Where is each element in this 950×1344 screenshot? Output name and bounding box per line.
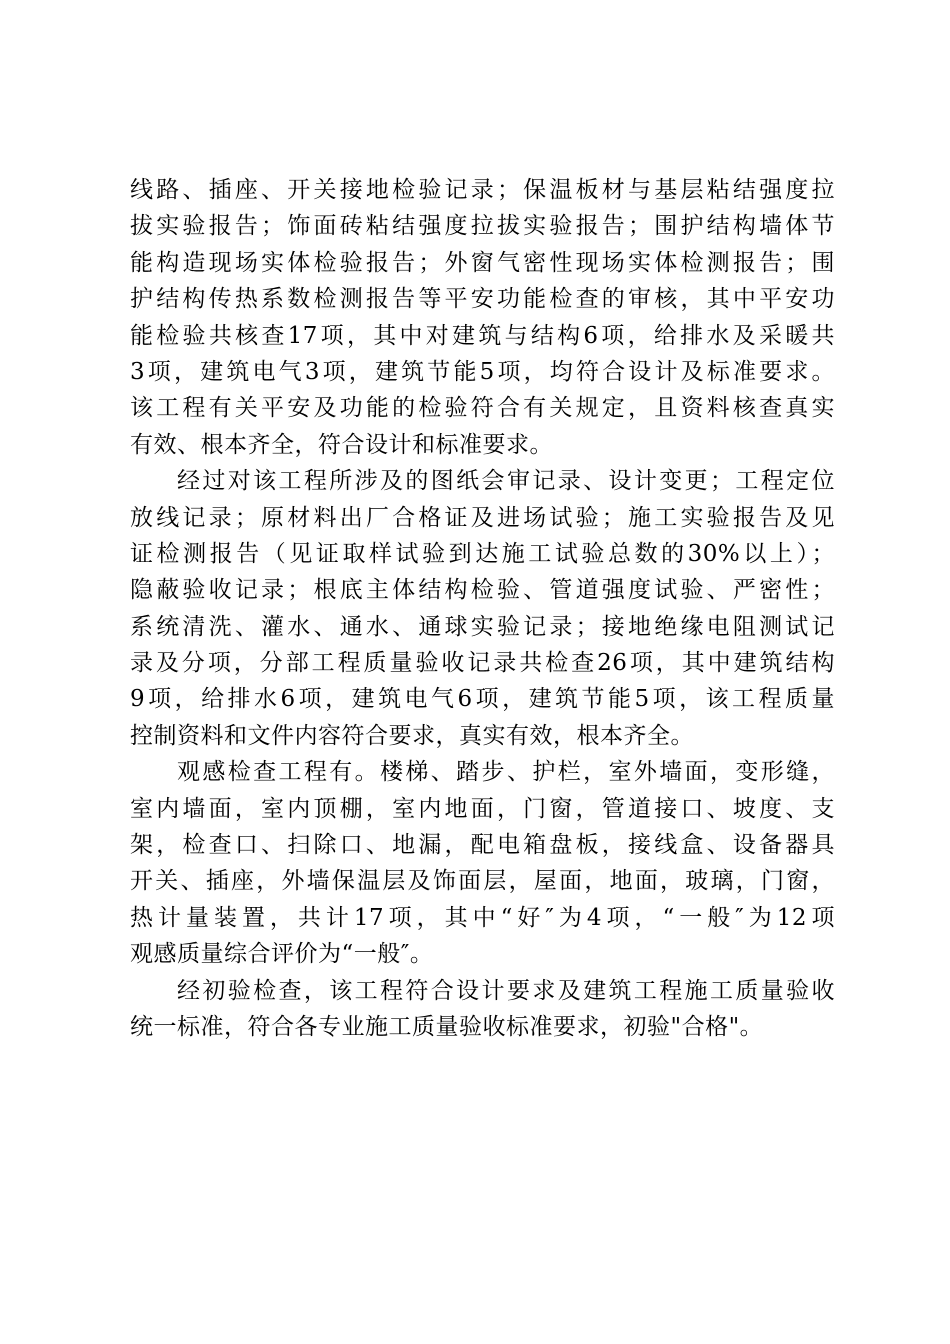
text-line: 线路、插座、开关接地检验记录；保温板材与基层粘结强度拉 [130,177,835,203]
text-line: 3项，建筑电气3项，建筑节能5项，均符合设计及标准要求。 [130,358,835,385]
text-line: 录及分项，分部工程质量验收记录共检查26项，其中建筑结构 [130,650,835,677]
text-line: 该工程有关平安及功能的检验符合有关规定，且资料核查真实 [130,395,835,422]
text-line: 架，检查口、扫除口、地漏，配电箱盘板，接线盒、设备器具 [130,832,835,859]
text-line: 热计量装置，共计17项，其中“好″为4项，“一般″为12项 [130,904,835,931]
text-line: 经过对该工程所涉及的图纸会审记录、设计变更；工程定位 [177,468,835,495]
text-line: 能检验共核查17项，其中对建筑与结构6项，给排水及采暖共 [130,322,835,349]
text-line: 统一标准，符合各专业施工质量验收标准要求，初验"合格"。 [130,1013,764,1040]
text-line: 护结构传热系数检测报告等平安功能检查的审核，其中平安功 [130,286,835,313]
text-line: 有效、根本齐全，符合设计和标准要求。 [130,431,553,458]
text-line: 观感质量综合评价为“一般″。 [130,941,434,968]
text-line: 9项，给排水6项，建筑电气6项，建筑节能5项，该工程质量 [130,686,835,713]
text-line: 证检测报告（见证取样试验到达施工试验总数的30%以上）； [130,540,835,567]
paragraph [130,754,835,972]
text-line: 经初验检查，该工程符合设计要求及建筑工程施工质量验收 [177,977,835,1004]
paragraph [130,463,835,754]
text-line: 能构造现场实体检验报告；外窗气密性现场实体检测报告；围 [130,249,835,276]
text-line: 拔实验报告；饰面砖粘结强度拉拔实验报告；围护结构墙体节 [130,213,835,240]
paragraph [130,172,835,463]
text-line: 隐蔽验收记录；根底主体结构检验、管道强度试验、严密性； [130,577,835,604]
document-body [130,172,835,1045]
text-line: 开关、插座，外墙保温层及饰面层，屋面，地面，玻璃，门窗， [130,868,835,895]
text-line: 室内墙面，室内顶棚，室内地面，门窗，管道接口、坡度、支 [130,795,835,822]
text-line: 放线记录；原材料出厂合格证及进场试验；施工实验报告及见 [130,504,835,531]
paragraph [130,973,835,1046]
text-line: 系统清洗、灌水、通水、通球实验记录；接地绝缘电阻测试记 [130,613,835,640]
text-line: 观感检查工程有。楼梯、踏步、护栏，室外墙面，变形缝， [177,759,835,786]
text-line: 控制资料和文件内容符合要求，真实有效，根本齐全。 [130,722,694,749]
